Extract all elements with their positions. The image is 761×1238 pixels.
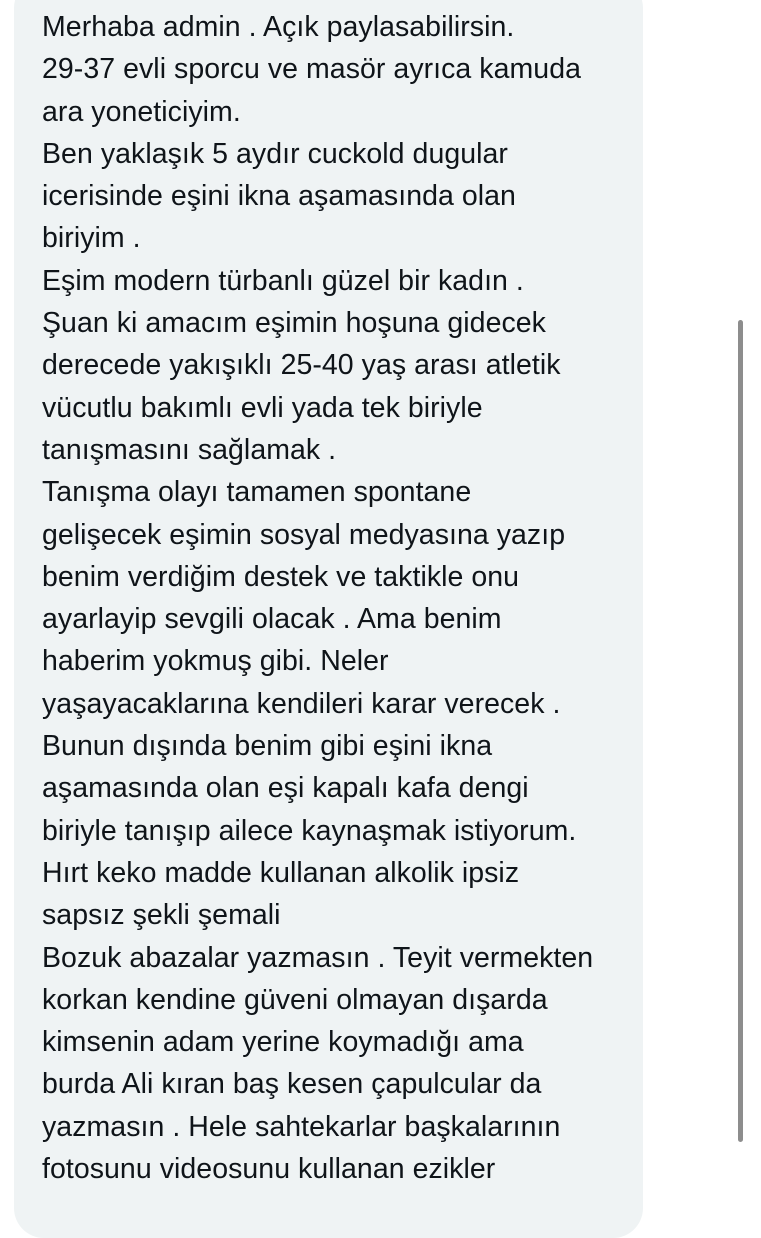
message-line: haberim yokmuş gibi. Neler bbox=[42, 645, 389, 678]
message-text bbox=[42, 6, 643, 1190]
message-line: Bunun dışında benim gibi eşini ikna bbox=[42, 730, 493, 763]
message-line: aşamasında olan eşi kapalı kafa dengi bbox=[42, 772, 529, 805]
message-line: sapsız şekli şemali bbox=[42, 899, 281, 932]
message-line: Merhaba admin . Açık paylasabilirsin. bbox=[42, 11, 515, 43]
message-line: biriyle tanışıp ailece kaynaşmak istiyorum. bbox=[42, 814, 577, 847]
message-bubble bbox=[14, 0, 643, 1238]
message-line: benim verdiğim destek ve taktikle onu bbox=[42, 560, 520, 593]
message-line: tanışmasını sağlamak . bbox=[42, 433, 337, 466]
message-line: fotosunu videosunu kullanan ezikler bbox=[42, 1153, 496, 1186]
message-line: yaşayacaklarına kendileri karar verecek . bbox=[42, 687, 561, 720]
message-line: yazmasın . Hele sahtekarlar başkalarının bbox=[42, 1110, 561, 1143]
message-line: korkan kendine güveni olmayan dışarda bbox=[42, 983, 548, 1016]
message-line: Şuan ki amacım eşimin hoşuna gidecek bbox=[42, 307, 546, 340]
message-line: ayarlayip sevgili olacak . Ama benim bbox=[42, 603, 502, 636]
message-line: Hırt keko madde kullanan alkolik ipsiz bbox=[42, 856, 520, 889]
message-line: Tanışma olayı tamamen spontane bbox=[42, 476, 472, 509]
message-line: vücutlu bakımlı evli yada tek biriyle bbox=[42, 391, 483, 424]
message-line: biriyim . bbox=[42, 222, 141, 255]
message-line: ara yoneticiyim. bbox=[42, 95, 241, 128]
message-line: icerisinde eşini ikna aşamasında olan bbox=[42, 180, 516, 213]
message-line: burda Ali kıran baş kesen çapulcular da bbox=[42, 1068, 542, 1101]
scrollbar-thumb[interactable] bbox=[738, 320, 743, 1142]
message-line: 29-37 evli sporcu ve masör ayrıca kamuda bbox=[42, 53, 581, 86]
message-line: kimsenin adam yerine koymadığı ama bbox=[42, 1026, 524, 1059]
message-line: Eşim modern türbanlı güzel bir kadın . bbox=[42, 264, 524, 297]
message-line: gelişecek eşimin sosyal medyasına yazıp bbox=[42, 518, 566, 551]
message-line: derecede yakışıklı 25-40 yaş arası atletik bbox=[42, 349, 561, 382]
message-line: Ben yaklaşık 5 aydır cuckold dugular bbox=[42, 137, 508, 170]
message-line: Bozuk abazalar yazmasın . Teyit vermekten bbox=[42, 941, 594, 974]
